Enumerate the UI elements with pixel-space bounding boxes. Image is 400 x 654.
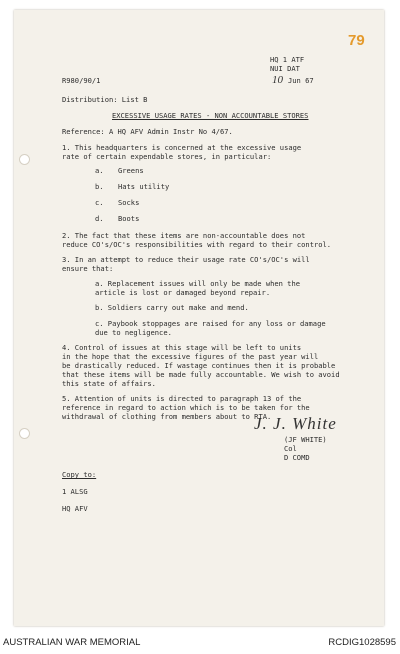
- para4-line: 4. Control of issues at this stage will be left to units: [62, 343, 302, 352]
- header-unit: HQ 1 ATF: [270, 55, 305, 64]
- para5-line: withdrawal of clothing from members about to RTA.: [62, 412, 272, 421]
- list-item: Greens: [118, 166, 144, 175]
- list-item-letter: b.: [95, 182, 104, 191]
- para5-line: reference in regard to action which is to be taken for the: [62, 403, 310, 412]
- handwritten-signature: J. J. White: [254, 414, 337, 433]
- para4-line: that these items will be made fully accountable. We wish to avoid: [62, 370, 340, 379]
- para3-line: 3. In an attempt to reduce their usage rate CO's/OC's will: [62, 255, 310, 264]
- header-location: NUI DAT: [270, 64, 300, 73]
- file-reference: R980/90/1: [62, 76, 101, 85]
- footer-archive-name: AUSTRALIAN WAR MEMORIAL: [3, 637, 141, 648]
- handwritten-day: 10: [272, 74, 283, 86]
- copy-to-item: HQ AFV: [62, 504, 88, 513]
- signatory-appointment: D COMD: [284, 453, 310, 462]
- para2-line: 2. The fact that these items are non-accountable does not: [62, 231, 306, 240]
- para4-line: this state of affairs.: [62, 379, 156, 388]
- para3-item: article is lost or damaged beyond repair.: [95, 288, 271, 297]
- para3-item: b. Soldiers carry out make and mend.: [95, 303, 249, 312]
- para4-line: be drastically reduced. If wastage continues then it is probable: [62, 361, 336, 370]
- list-item: Hats utility: [118, 182, 170, 191]
- distribution-line: Distribution: List B: [62, 95, 148, 104]
- para3-item: due to negligence.: [95, 328, 172, 337]
- list-item: Boots: [118, 214, 140, 223]
- copy-to-heading: Copy to:: [62, 470, 97, 479]
- para2-line: reduce CO's/OC's responsibilities with regard to their control.: [62, 240, 332, 249]
- list-item-letter: c.: [95, 198, 104, 207]
- reference-line: Reference: A HQ AFV Admin Instr No 4/67.: [62, 127, 233, 136]
- para5-line: 5. Attention of units is directed to paragraph 13 of the: [62, 394, 302, 403]
- page-number: 79: [348, 32, 365, 49]
- list-item-letter: a.: [95, 166, 104, 175]
- para4-line: in the hope that the excessive figures of the past year will: [62, 352, 319, 361]
- signatory-rank: Col: [284, 444, 297, 453]
- signatory-name: (JF WHITE): [284, 435, 327, 444]
- document-title: EXCESSIVE USAGE RATES - NON ACCOUNTABLE STORES: [112, 111, 309, 120]
- footer-record-id: RCDIG1028595: [328, 637, 396, 648]
- para1-line: 1. This headquarters is concerned at the excessive usage: [62, 143, 302, 152]
- list-item: Socks: [118, 198, 140, 207]
- punch-hole: [19, 154, 30, 165]
- copy-to-item: 1 ALSG: [62, 487, 88, 496]
- para3-item: a. Replacement issues will only be made when the: [95, 279, 300, 288]
- header-date: Jun 67: [288, 76, 314, 85]
- punch-hole: [19, 428, 30, 439]
- list-item-letter: d.: [95, 214, 104, 223]
- para3-item: c. Paybook stoppages are raised for any loss or damage: [95, 319, 326, 328]
- para1-line: rate of certain expendable stores, in particular:: [62, 152, 272, 161]
- para3-line: ensure that:: [62, 264, 114, 273]
